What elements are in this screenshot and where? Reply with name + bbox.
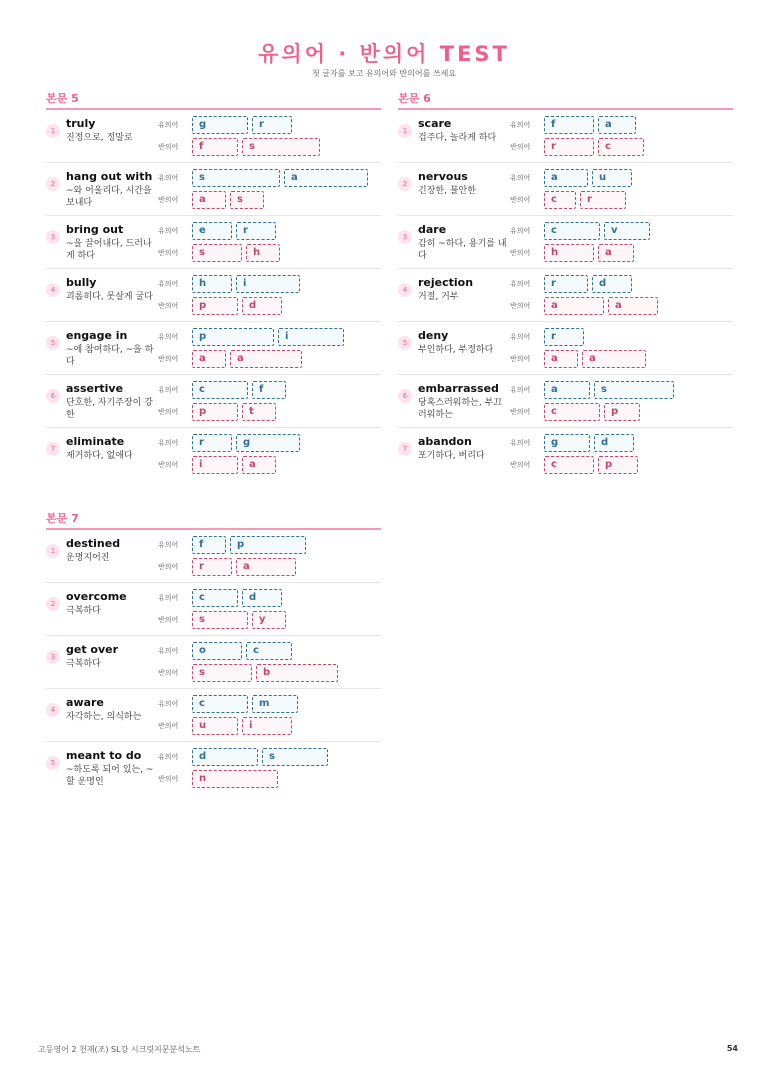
vocab-word: [418, 170, 510, 197]
antonym-answer-box[interactable]: c: [544, 191, 576, 209]
antonym-answer-box[interactable]: s: [230, 191, 264, 209]
synonym-answer-box[interactable]: u: [592, 169, 632, 187]
vocab-word: [418, 382, 510, 421]
section-header: [398, 92, 733, 110]
english-word: assertive: [66, 382, 124, 395]
vocab-row: [46, 530, 381, 583]
antonym-label: 반의어: [158, 249, 179, 257]
item-number: 1: [398, 124, 412, 138]
synonym-label: 유의어: [158, 541, 179, 549]
synonym-label: 유의어: [158, 280, 179, 288]
antonym-label: 반의어: [158, 722, 179, 730]
synonym-label: 유의어: [158, 439, 179, 447]
synonym-answer-box[interactable]: r: [252, 116, 292, 134]
antonym-label: 반의어: [158, 616, 179, 624]
synonym-answer-box[interactable]: i: [236, 275, 300, 293]
antonym-label: 반의어: [510, 408, 531, 416]
antonym-answer-box[interactable]: b: [256, 664, 338, 682]
english-word: dare: [418, 223, 447, 236]
vocab-word: [66, 329, 158, 368]
korean-meaning: ~에 참여하다, ~을 하다: [66, 345, 154, 367]
vocab-row: [46, 742, 381, 795]
synonym-answer-box[interactable]: r: [236, 222, 276, 240]
synonym-answer-box[interactable]: c: [192, 589, 238, 607]
vocab-row: [46, 163, 381, 216]
item-number: 1: [46, 124, 60, 138]
vocab-word: [66, 643, 158, 670]
antonym-answer-box[interactable]: r: [544, 138, 594, 156]
item-number: 7: [46, 442, 60, 456]
korean-meaning: 포기하다, 버리다: [418, 451, 485, 461]
section-title: 본문 6: [398, 92, 431, 105]
korean-meaning: ~하도록 되어 있는, ~할 운명인: [66, 765, 154, 787]
item-number: 6: [46, 389, 60, 403]
antonym-answer-box[interactable]: p: [192, 403, 238, 421]
synonym-label: 유의어: [158, 594, 179, 602]
antonym-label: 반의어: [510, 302, 531, 310]
korean-meaning: 긴장한, 불안한: [418, 186, 476, 196]
antonym-answer-box[interactable]: p: [598, 456, 638, 474]
synonym-answer-box[interactable]: d: [242, 589, 282, 607]
korean-meaning: ~와 어울리다, 시간을 보내다: [66, 186, 152, 208]
vocab-row: [46, 689, 381, 742]
synonym-label: 유의어: [510, 439, 531, 447]
synonym-label: 유의어: [158, 753, 179, 761]
item-number: 2: [46, 597, 60, 611]
vocab-row: [46, 216, 381, 269]
synonym-answer-box[interactable]: o: [192, 642, 242, 660]
antonym-answer-box[interactable]: a: [608, 297, 658, 315]
antonym-answer-box[interactable]: u: [192, 717, 238, 735]
vocab-word: [418, 276, 510, 303]
vocab-word: [66, 276, 158, 303]
english-word: scare: [418, 117, 452, 130]
antonym-label: 반의어: [158, 196, 179, 204]
antonym-answer-box[interactable]: a: [192, 191, 226, 209]
antonym-label: 반의어: [510, 461, 531, 469]
english-word: truly: [66, 117, 96, 130]
vocab-word: [418, 435, 510, 462]
synonym-label: 유의어: [158, 227, 179, 235]
english-word: bully: [66, 276, 97, 289]
korean-meaning: 괴롭히다, 못살게 굴다: [66, 292, 153, 302]
vocab-word: [66, 170, 158, 209]
synonym-answer-box[interactable]: r: [544, 275, 588, 293]
antonym-answer-box[interactable]: h: [544, 244, 594, 262]
english-word: meant to do: [66, 749, 142, 762]
antonym-label: 반의어: [158, 775, 179, 783]
item-number: 3: [46, 650, 60, 664]
antonym-answer-box[interactable]: r: [192, 558, 232, 576]
page-title: 유의어 · 반의어 TEST: [258, 42, 510, 66]
antonym-answer-box[interactable]: i: [242, 717, 292, 735]
footer-book-title: 고등영어 2 천재(조) SL강 시크릿지문분석노트: [38, 1045, 201, 1054]
synonym-label: 유의어: [158, 386, 179, 394]
antonym-answer-box[interactable]: s: [192, 244, 242, 262]
synonym-answer-box[interactable]: s: [262, 748, 328, 766]
synonym-label: 유의어: [158, 647, 179, 655]
synonym-answer-box[interactable]: s: [594, 381, 674, 399]
antonym-answer-box[interactable]: a: [242, 456, 276, 474]
synonym-answer-box[interactable]: s: [192, 169, 280, 187]
section-title: 본문 5: [46, 92, 79, 105]
antonym-answer-box[interactable]: c: [598, 138, 644, 156]
antonym-answer-box[interactable]: t: [242, 403, 276, 421]
antonym-answer-box[interactable]: p: [192, 297, 238, 315]
vocab-row: [46, 636, 381, 689]
synonym-answer-box[interactable]: d: [192, 748, 258, 766]
synonym-answer-box[interactable]: f: [192, 536, 226, 554]
vocab-row: [398, 216, 733, 269]
item-number: 2: [398, 177, 412, 191]
antonym-answer-box[interactable]: h: [246, 244, 280, 262]
vocab-row: [46, 583, 381, 636]
page-number: 54: [726, 1044, 738, 1053]
vocab-row: [398, 322, 733, 375]
antonym-label: 반의어: [158, 408, 179, 416]
section-bonmun-7: [46, 512, 381, 795]
synonym-answer-box[interactable]: r: [192, 434, 232, 452]
antonym-answer-box[interactable]: a: [192, 350, 226, 368]
synonym-answer-box[interactable]: r: [544, 328, 584, 346]
vocab-word: [66, 696, 158, 723]
vocab-word: [66, 749, 158, 788]
vocab-word: [66, 117, 158, 144]
english-word: bring out: [66, 223, 124, 236]
antonym-answer-box[interactable]: d: [242, 297, 282, 315]
korean-meaning: 극복하다: [66, 606, 101, 616]
antonym-label: 반의어: [158, 669, 179, 677]
english-word: hang out with: [66, 170, 153, 183]
antonym-label: 반의어: [510, 355, 531, 363]
english-word: rejection: [418, 276, 474, 289]
antonym-answer-box[interactable]: c: [544, 403, 600, 421]
vocab-row: [398, 163, 733, 216]
vocab-word: [66, 382, 158, 421]
english-word: get over: [66, 643, 119, 656]
synonym-answer-box[interactable]: e: [192, 222, 232, 240]
vocab-word: [418, 117, 510, 144]
english-word: deny: [418, 329, 449, 342]
korean-meaning: 감히 ~하다, 용기를 내다: [418, 239, 507, 261]
synonym-answer-box[interactable]: c: [246, 642, 292, 660]
antonym-answer-box[interactable]: a: [544, 350, 578, 368]
synonym-answer-box[interactable]: a: [544, 381, 590, 399]
synonym-answer-box[interactable]: g: [544, 434, 590, 452]
item-number: 2: [46, 177, 60, 191]
synonym-answer-box[interactable]: h: [192, 275, 232, 293]
section-bonmun-6: [398, 92, 733, 481]
section-header: [46, 512, 381, 530]
antonym-label: 반의어: [158, 461, 179, 469]
korean-meaning: 자각하는, 의식하는: [66, 712, 142, 722]
english-word: eliminate: [66, 435, 125, 448]
item-number: 3: [46, 230, 60, 244]
antonym-answer-box[interactable]: c: [544, 456, 594, 474]
synonym-answer-box[interactable]: v: [604, 222, 650, 240]
korean-meaning: 극복하다: [66, 659, 101, 669]
synonym-label: 유의어: [510, 333, 531, 341]
vocab-word: [66, 590, 158, 617]
korean-meaning: 운명지어진: [66, 553, 110, 563]
item-number: 4: [398, 283, 412, 297]
synonym-answer-box[interactable]: i: [278, 328, 344, 346]
korean-meaning: 당혹스러워하는, 부끄러워하는: [418, 398, 502, 420]
synonym-answer-box[interactable]: a: [544, 169, 588, 187]
item-number: 5: [46, 756, 60, 770]
synonym-label: 유의어: [158, 333, 179, 341]
synonym-label: 유의어: [510, 174, 531, 182]
synonym-label: 유의어: [510, 280, 531, 288]
antonym-answer-box[interactable]: i: [192, 456, 238, 474]
english-word: engage in: [66, 329, 128, 342]
synonym-answer-box[interactable]: p: [230, 536, 306, 554]
synonym-answer-box[interactable]: g: [236, 434, 300, 452]
antonym-label: 반의어: [158, 355, 179, 363]
vocab-row: [46, 375, 381, 428]
antonym-answer-box[interactable]: y: [252, 611, 286, 629]
vocab-word: [66, 435, 158, 462]
english-word: destined: [66, 537, 121, 550]
item-number: 3: [398, 230, 412, 244]
antonym-answer-box[interactable]: a: [582, 350, 646, 368]
vocab-row: [398, 375, 733, 428]
synonym-answer-box[interactable]: c: [544, 222, 600, 240]
item-number: 4: [46, 283, 60, 297]
synonym-answer-box[interactable]: m: [252, 695, 298, 713]
item-number: 7: [398, 442, 412, 456]
english-word: aware: [66, 696, 104, 709]
antonym-label: 반의어: [158, 563, 179, 571]
korean-meaning: 단호한, 자기주장이 강한: [66, 398, 153, 420]
synonym-label: 유의어: [158, 174, 179, 182]
page-instruction: 첫 글자를 보고 유의어와 반의어를 쓰세요: [311, 69, 457, 78]
section-title: 본문 7: [46, 512, 79, 525]
antonym-answer-box[interactable]: n: [192, 770, 278, 788]
vocab-word: [66, 537, 158, 564]
synonym-answer-box[interactable]: a: [284, 169, 368, 187]
item-number: 4: [46, 703, 60, 717]
antonym-answer-box[interactable]: r: [580, 191, 626, 209]
english-word: nervous: [418, 170, 468, 183]
antonym-answer-box[interactable]: s: [192, 611, 248, 629]
korean-meaning: 제거하다, 없애다: [66, 451, 133, 461]
antonym-label: 반의어: [158, 143, 179, 151]
synonym-label: 유의어: [510, 227, 531, 235]
item-number: 5: [46, 336, 60, 350]
antonym-answer-box[interactable]: s: [242, 138, 320, 156]
antonym-label: 반의어: [510, 249, 531, 257]
korean-meaning: 거절, 거부: [418, 292, 459, 302]
synonym-answer-box[interactable]: d: [592, 275, 632, 293]
antonym-answer-box[interactable]: a: [230, 350, 302, 368]
antonym-label: 반의어: [158, 302, 179, 310]
english-word: overcome: [66, 590, 127, 603]
synonym-answer-box[interactable]: f: [252, 381, 286, 399]
synonym-label: 유의어: [158, 121, 179, 129]
synonym-answer-box[interactable]: d: [594, 434, 634, 452]
antonym-answer-box[interactable]: a: [598, 244, 634, 262]
antonym-answer-box[interactable]: a: [544, 297, 604, 315]
english-word: abandon: [418, 435, 472, 448]
vocab-row: [46, 110, 381, 163]
synonym-label: 유의어: [158, 700, 179, 708]
korean-meaning: ~을 끌어내다, 드러나게 하다: [66, 239, 152, 261]
antonym-answer-box[interactable]: s: [192, 664, 252, 682]
synonym-answer-box[interactable]: f: [544, 116, 594, 134]
vocab-row: [46, 322, 381, 375]
antonym-label: 반의어: [510, 196, 531, 204]
item-number: 5: [398, 336, 412, 350]
synonym-answer-box[interactable]: p: [192, 328, 274, 346]
synonym-answer-box[interactable]: a: [598, 116, 636, 134]
item-number: 1: [46, 544, 60, 558]
synonym-answer-box[interactable]: c: [192, 381, 248, 399]
antonym-label: 반의어: [510, 143, 531, 151]
vocab-word: [66, 223, 158, 262]
english-word: embarrassed: [418, 382, 499, 395]
korean-meaning: 진정으로, 정말로: [66, 133, 133, 143]
synonym-answer-box[interactable]: g: [192, 116, 248, 134]
vocab-word: [418, 329, 510, 356]
antonym-answer-box[interactable]: f: [192, 138, 238, 156]
korean-meaning: 겁주다, 놀라게 하다: [418, 133, 497, 143]
vocab-row: [46, 428, 381, 481]
korean-meaning: 부인하다, 부정하다: [418, 345, 494, 355]
vocab-row: [398, 110, 733, 163]
antonym-answer-box[interactable]: a: [236, 558, 296, 576]
antonym-answer-box[interactable]: p: [604, 403, 640, 421]
synonym-answer-box[interactable]: c: [192, 695, 248, 713]
vocab-row: [398, 428, 733, 481]
vocab-row: [46, 269, 381, 322]
section-header: [46, 92, 381, 110]
synonym-label: 유의어: [510, 386, 531, 394]
item-number: 6: [398, 389, 412, 403]
section-bonmun-5: [46, 92, 381, 481]
vocab-word: [418, 223, 510, 262]
synonym-label: 유의어: [510, 121, 531, 129]
vocab-row: [398, 269, 733, 322]
